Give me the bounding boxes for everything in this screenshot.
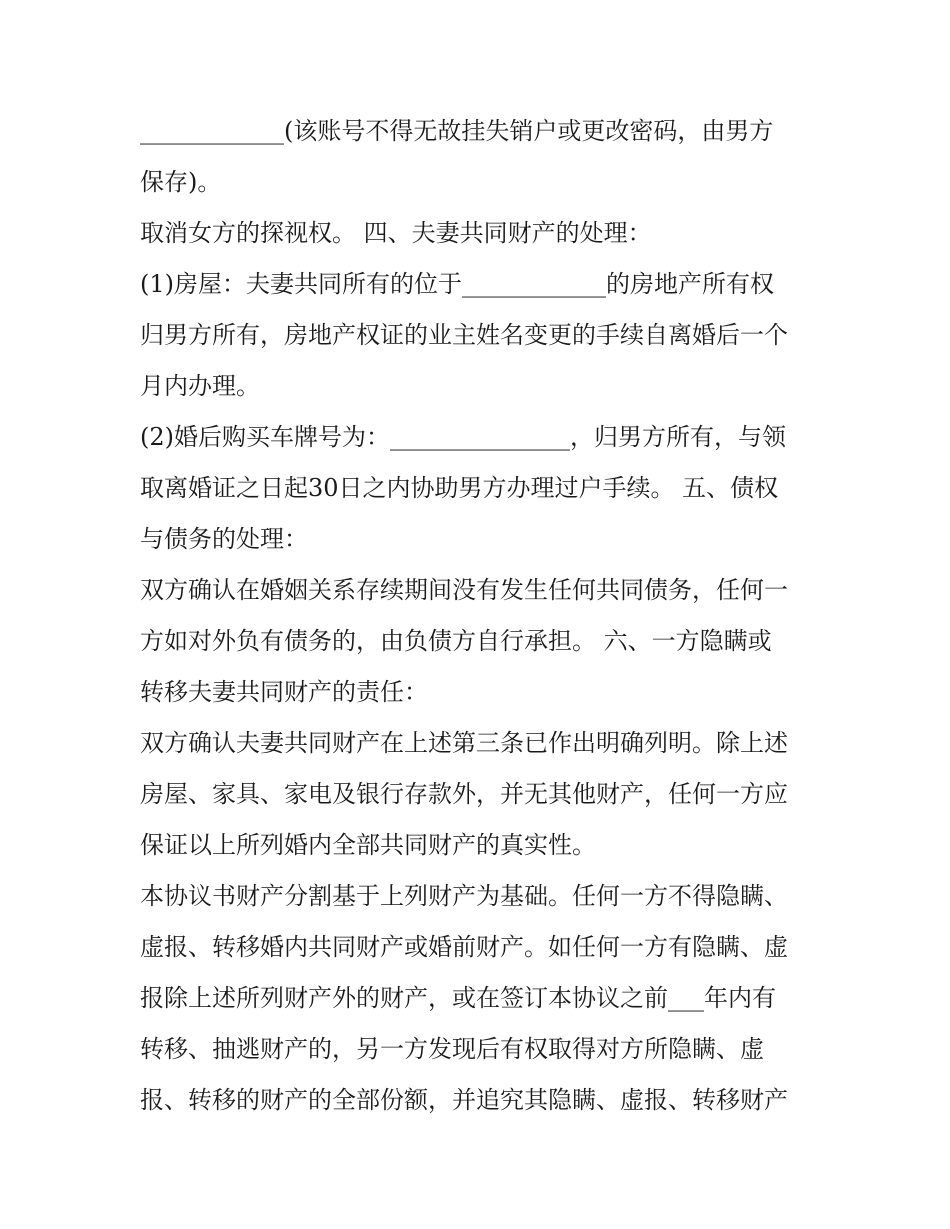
text-line: 取消女方的探视权。 四、夫妻共同财产的处理：	[140, 219, 652, 247]
text-line: 转移、抽逃财产的，另一方发现后有权取得对方所隐瞒、虚	[140, 1035, 764, 1063]
text-line: 保存)。	[140, 168, 222, 196]
text-line: 报除上述所列财产外的财产，或在签订本协议之前___年内有	[140, 984, 776, 1012]
text-line: 转移夫妻共同财产的责任：	[140, 678, 428, 706]
text-line: (2)婚后购买车牌号为：_______________，归男方所有，与领	[140, 423, 786, 451]
text-line: ____________(该账号不得无故挂失销户或更改密码，由男方	[140, 117, 774, 145]
text-line: 报、转移的财产的全部份额，并追究其隐瞒、虚报、转移财产	[140, 1086, 788, 1114]
text-line: 本协议书财产分割基于上列财产为基础。任何一方不得隐瞒、	[140, 882, 788, 910]
text-line: 房屋、家具、家电及银行存款外，并无其他财产，任何一方应	[140, 780, 788, 808]
text-line: 双方确认夫妻共同财产在上述第三条已作出明确列明。除上述	[140, 729, 788, 757]
text-line: 月内办理。	[140, 372, 260, 400]
document-body	[140, 106, 820, 1126]
text-line: 取离婚证之日起30日之内协助男方办理过户手续。 五、债权	[140, 474, 779, 502]
text-line: 虚报、转移婚内共同财产或婚前财产。如任何一方有隐瞒、虚	[140, 933, 788, 961]
text-line: (1)房屋：夫妻共同所有的位于____________的房地产所有权	[140, 270, 774, 298]
text-line: 与债务的处理：	[140, 525, 308, 553]
text-line: 保证以上所列婚内全部共同财产的真实性。	[140, 831, 596, 859]
text-line: 方如对外负有债务的，由负债方自行承担。 六、一方隐瞒或	[140, 627, 772, 655]
text-line: 双方确认在婚姻关系存续期间没有发生任何共同债务，任何一	[140, 576, 788, 604]
text-line: 归男方所有，房地产权证的业主姓名变更的手续自离婚后一个	[140, 321, 788, 349]
